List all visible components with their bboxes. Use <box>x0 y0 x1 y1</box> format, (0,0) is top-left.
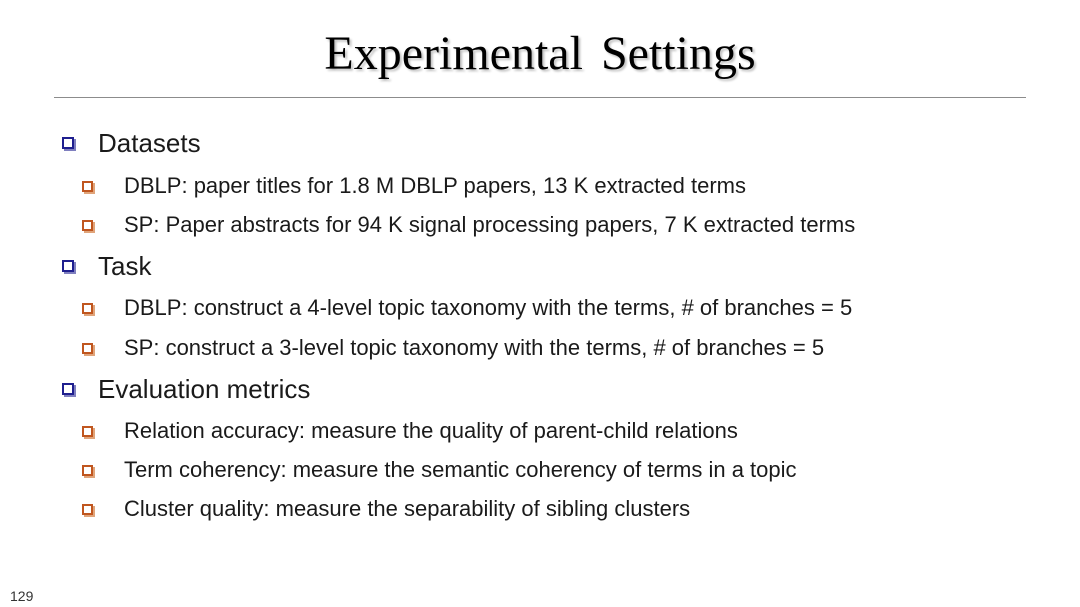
square-bullet-icon <box>62 137 74 149</box>
section-task <box>62 249 151 283</box>
square-bullet-icon <box>82 303 93 314</box>
square-bullet-icon <box>62 383 74 395</box>
section-datasets <box>62 126 201 160</box>
bullet-text: DBLP: construct a 4-level topic taxonomy with the terms, # of branches = 5 <box>124 295 853 320</box>
bullet-text: Relation accuracy: measure the quality of parent-child relations <box>124 418 738 443</box>
section-heading: Evaluation metrics <box>98 373 311 404</box>
bullet-text: SP: Paper abstracts for 94 K signal processing papers, 7 K extracted terms <box>124 212 856 237</box>
bullet-item <box>82 210 855 240</box>
square-bullet-icon <box>62 260 74 272</box>
bullet-item <box>82 293 852 323</box>
bullet-text: Term coherency: measure the semantic coherency of terms in a topic <box>124 457 797 482</box>
slide-number: 129 <box>10 588 34 604</box>
slide-title: Experimental Settings <box>324 27 756 80</box>
bullet-item <box>82 494 690 524</box>
bullet-item <box>82 333 824 363</box>
bullet-text: SP: construct a 3-level topic taxonomy with the terms, # of branches = 5 <box>124 335 825 360</box>
square-bullet-icon <box>82 181 93 192</box>
section-evaluation-metrics <box>62 372 310 406</box>
bullet-text: Cluster quality: measure the separability of sibling clusters <box>124 496 691 521</box>
section-heading: Datasets <box>98 127 201 158</box>
square-bullet-icon <box>82 465 93 476</box>
bullet-item <box>82 416 738 446</box>
square-bullet-icon <box>82 504 93 515</box>
section-heading: Task <box>98 250 152 281</box>
bullet-text: DBLP: paper titles for 1.8 M DBLP papers, 13 K extracted terms <box>124 173 746 198</box>
square-bullet-icon <box>82 343 93 354</box>
bullet-item <box>82 455 797 485</box>
square-bullet-icon <box>82 220 93 231</box>
bullet-item <box>82 171 746 201</box>
square-bullet-icon <box>82 426 93 437</box>
